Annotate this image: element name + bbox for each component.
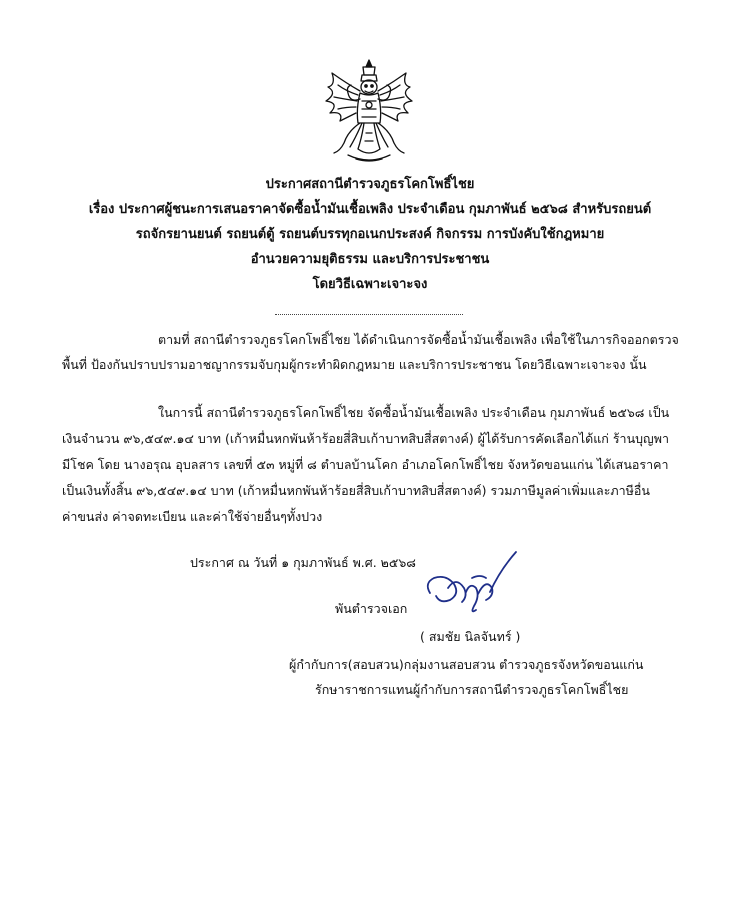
paragraph-2-line-4: เป็นเงินทั้งสิ้น ๙๖,๕๔๙.๑๔ บาท (เก้าหมื่นหกพันห้าร้อยสี่สิบเก้าบาทสิบสี่สตางค์) รวมภาษีมูลค่าเพิ่มและภาษีอื่น <box>62 483 650 498</box>
announcement-subject-line-3: อำนวยความยุติธรรม และบริการประชาชน <box>250 252 490 267</box>
paragraph-2-line-2: เงินจำนวน ๙๖,๕๔๙.๑๔ บาท (เก้าหมื่นหกพันห้าร้อยสี่สิบเก้าบาทสิบสี่สตางค์) ผู้ได้รับการคัดเลือกได้แก่ ร้านบุญพา <box>62 431 669 446</box>
announcement-subject-line-2: รถจักรยานยนต์ รถยนต์ตู้ รถยนต์บรรทุกอเนกประสงค์ กิจกรรม การบังคับใช้กฎหมาย <box>135 227 605 242</box>
paragraph-2-line-5: ค่าขนส่ง ค่าจดทะเบียน และค่าใช้จ่ายอื่นๆทั้งปวง <box>62 509 323 524</box>
signatory-position-2: รักษาราชการแทนผู้กำกับการสถานีตำรวจภูธรโคกโพธิ์ไชย <box>315 682 629 697</box>
garuda-emblem-icon <box>318 57 420 167</box>
announcement-subject-line-1: เรื่อง ประกาศผู้ชนะการเสนอราคาจัดซื้อน้ำมันเชื้อเพลิง ประจำเดือน กุมภาพันธ์ ๒๕๖๘ สำหรับรถยนต์ <box>88 202 652 217</box>
announcement-date: ประกาศ ณ วันที่ ๑ กุมภาพันธ์ พ.ศ. ๒๕๖๘ <box>190 555 416 570</box>
signatory-name: ( สมชัย นิลจันทร์ ) <box>420 629 521 644</box>
paragraph-2-line-3: มีโชค โดย นางอรุณ อุบลสาร เลขที่ ๕๓ หมู่ที่ ๘ ตำบลบ้านโคก อำเภอโคกโพธิ์ไชย จังหวัดขอนแก่น ได้เสนอราคา <box>62 457 669 472</box>
paragraph-1-line-1: ตามที่ สถานีตำรวจภูธรโคกโพธิ์ไชย ได้ดำเนินการจัดซื้อน้ำมันเชื้อเพลิง เพื่อใช้ในภารกิจออกตรวจ <box>158 332 679 347</box>
paragraph-2-line-1: ในการนี้ สถานีตำรวจภูธรโคกโพธิ์ไชย จัดซื้อน้ำมันเชื้อเพลิง ประจำเดือน กุมภาพันธ์ ๒๕๖๘ เป็น <box>158 405 670 420</box>
header-divider <box>275 314 463 315</box>
signatory-position-1: ผู้กำกับการ(สอบสวน)กลุ่มงานสอบสวน ตำรวจภูธรจังหวัดขอนแก่น <box>289 657 644 672</box>
announcement-organization: ประกาศสถานีตำรวจภูธรโคกโพธิ์ไชย <box>265 177 475 192</box>
paragraph-1-line-2: พื้นที่ ป้องกันปราบปรามอาชญากรรมจับกุมผู้กระทำผิดกฎหมาย และบริการประชาชน โดยวิธีเฉพาะเจาะจง นั้น <box>62 357 647 372</box>
signatory-rank: พันตำรวจเอก <box>335 601 408 616</box>
handwritten-signature <box>420 548 530 623</box>
announcement-subject-line-4: โดยวิธีเฉพาะเจาะจง <box>312 277 428 292</box>
